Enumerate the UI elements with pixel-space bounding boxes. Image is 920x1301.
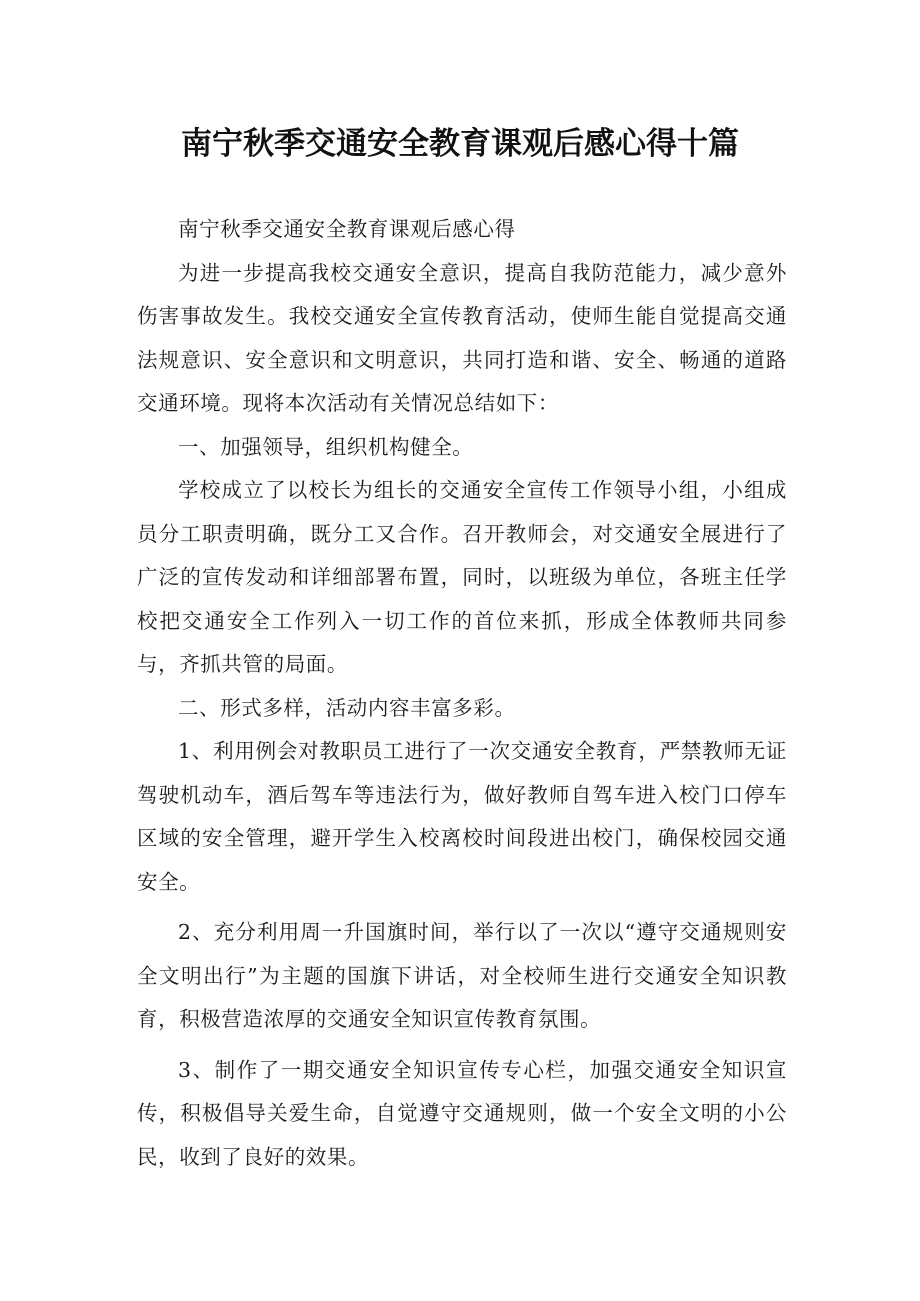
intro-paragraph: 为进一步提高我校交通安全意识，提高自我防范能力，减少意外伤害事故发生。我校交通安全宣传教育活动，使师生能自觉提高交通法规意识、安全意识和文明意识，共同打造和谐、安全、畅通的道路交通环境。现将本次活动有关情况总结如下： <box>137 260 787 415</box>
list-item-2: 2、充分利用周一升国旗时间，举行以了一次以“遵守交通规则安全文明出行”为主题的国旗下讲话，对全校师生进行交通安全知识教育，积极营造浓厚的交通安全知识宣传教育氛围。 <box>137 920 787 1031</box>
body-paragraph: 学校成立了以校长为组长的交通安全宣传工作领导小组，小组成员分工职责明确，既分工又合作。召开教师会，对交通安全展进行了广泛的宣传发动和详细部署布置，同时，以班级为单位，各班主任学校把交通安全工作列入一切工作的首位来抓，形成全体教师共同参与，齐抓共管的局面。 <box>137 478 787 676</box>
document-body <box>137 208 787 1179</box>
section-heading-2: 二、形式多样，活动内容丰富多彩。 <box>178 695 516 720</box>
subtitle-paragraph: 南宁秋季交通安全教育课观后感心得 <box>178 217 516 241</box>
list-item-3: 3、制作了一期交通安全知识宣传专心栏，加强交通安全知识宣传，积极倡导关爱生命，自觉遵守交通规则，做一个安全文明的小公民，收到了良好的效果。 <box>137 1057 787 1169</box>
document-title: 南宁秋季交通安全教育课观后感心得十篇 <box>181 126 739 162</box>
section-heading-1: 一、加强领导，组织机构健全。 <box>178 434 474 459</box>
list-item-1: 1、利用例会对教职员工进行了一次交通安全教育，严禁教师无证驾驶机动车，酒后驾车等违法行为，做好教师自驾车进入校门口停车区域的安全管理，避开学生入校离校时间段进出校门，确保校园交通安全。 <box>137 739 787 894</box>
